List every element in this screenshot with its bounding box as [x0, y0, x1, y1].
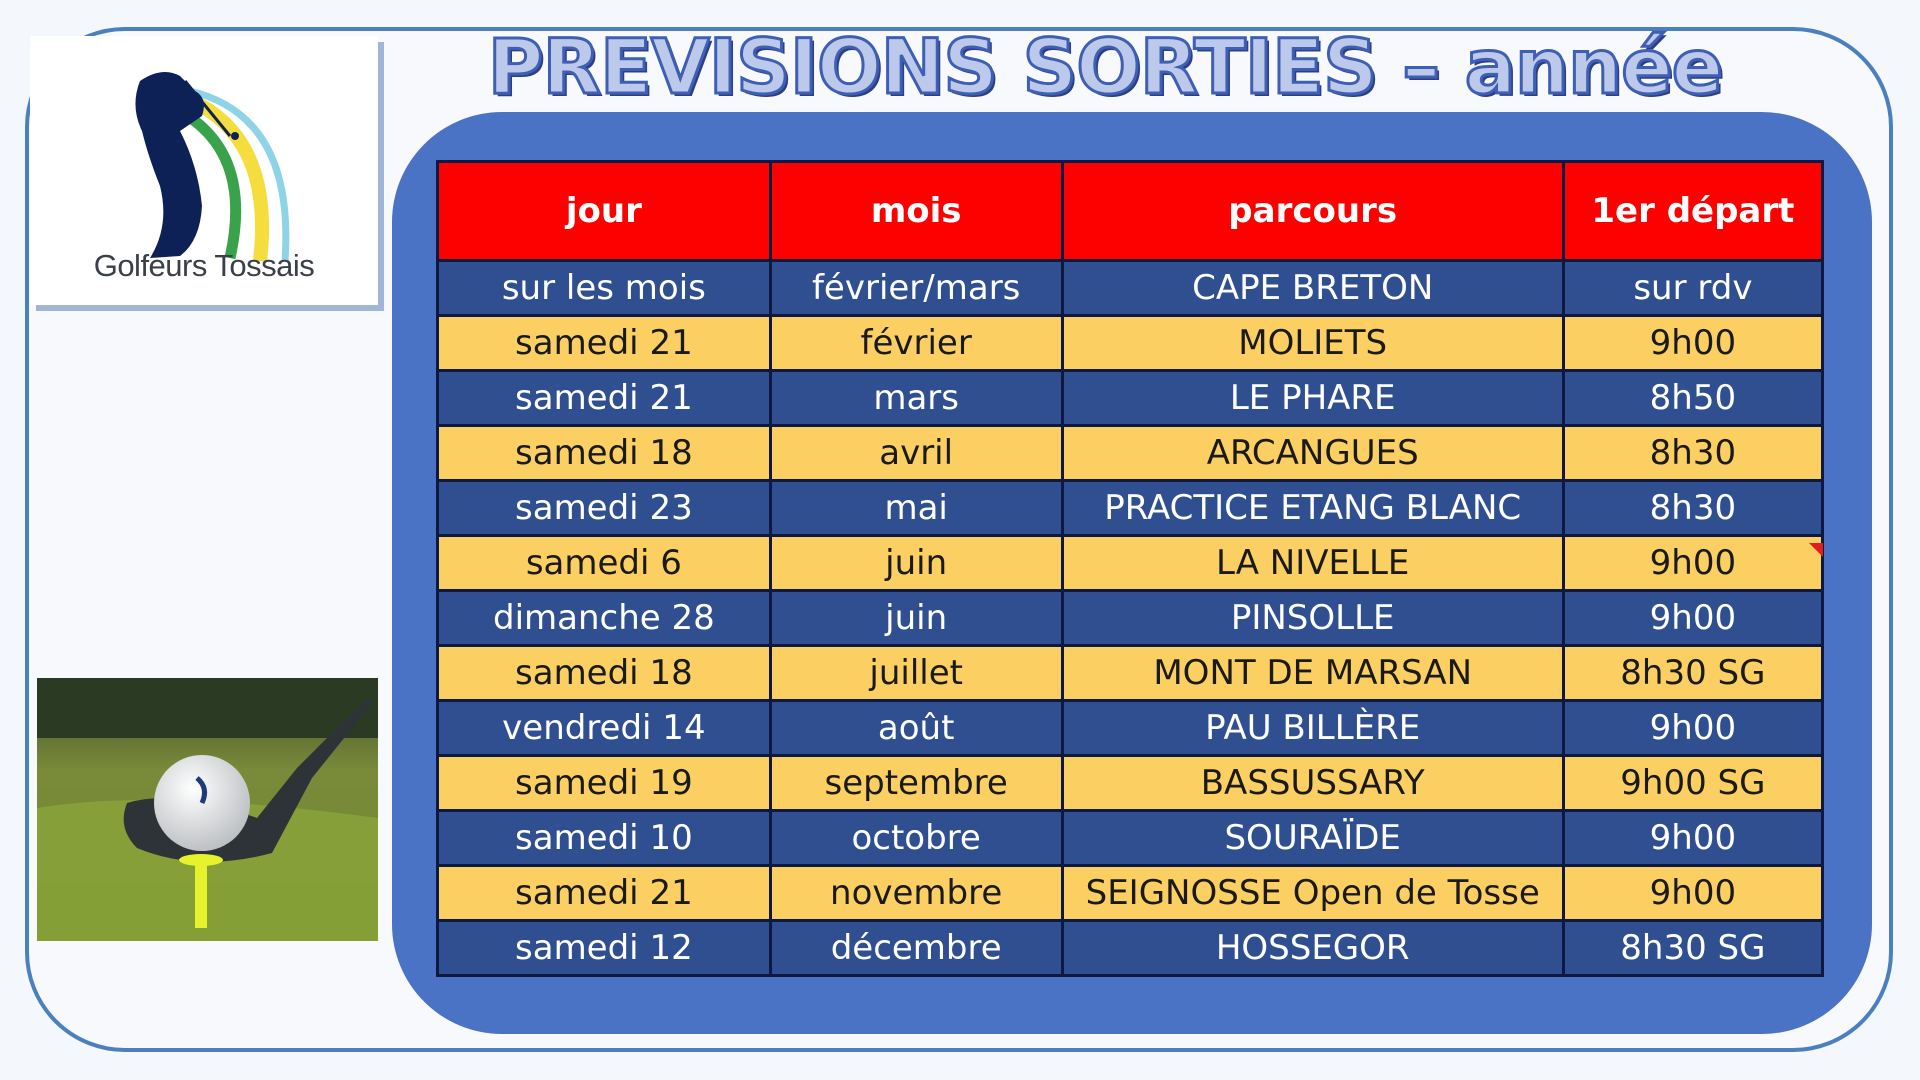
- cell-mois: avril: [770, 426, 1062, 481]
- cell-parcours: LE PHARE: [1062, 371, 1563, 426]
- cell-depart: 9h00: [1563, 866, 1822, 921]
- table-row: [438, 811, 1823, 866]
- cell-parcours: BASSUSSARY: [1062, 756, 1563, 811]
- cell-parcours: PRACTICE ETANG BLANC: [1062, 481, 1563, 536]
- cell-depart: 9h00: [1563, 811, 1822, 866]
- cell-parcours: SEIGNOSSE Open de Tosse: [1062, 866, 1563, 921]
- table-row: [438, 426, 1823, 481]
- cell-parcours: HOSSEGOR: [1062, 921, 1563, 976]
- table-row: [438, 921, 1823, 976]
- cell-jour: samedi 21: [438, 371, 771, 426]
- table-row: [438, 646, 1823, 701]
- cell-jour: samedi 21: [438, 866, 771, 921]
- page-title: PREVISIONS SORTIES – année: [487, 22, 1723, 111]
- cell-jour: samedi 18: [438, 646, 771, 701]
- cell-depart: 9h00: [1563, 316, 1822, 371]
- cell-jour: samedi 19: [438, 756, 771, 811]
- cell-mois: octobre: [770, 811, 1062, 866]
- club-logo: [30, 36, 378, 305]
- cell-mois: septembre: [770, 756, 1062, 811]
- cell-mois: juillet: [770, 646, 1062, 701]
- header-parcours: parcours: [1062, 162, 1563, 261]
- cell-depart: sur rdv: [1563, 261, 1822, 316]
- table-row: [438, 481, 1823, 536]
- cell-parcours: PAU BILLÈRE: [1062, 701, 1563, 756]
- cell-parcours: PINSOLLE: [1062, 591, 1563, 646]
- schedule-table: [436, 160, 1824, 977]
- cell-jour: samedi 23: [438, 481, 771, 536]
- club-logo-text: Golfeurs Tossais: [93, 248, 315, 283]
- cell-depart: 8h30: [1563, 481, 1822, 536]
- cell-jour: vendredi 14: [438, 701, 771, 756]
- cell-depart: 9h00: [1563, 701, 1822, 756]
- cell-depart: 9h00: [1563, 536, 1822, 591]
- comment-marker-icon: [1809, 543, 1823, 557]
- cell-parcours: CAPE BRETON: [1062, 261, 1563, 316]
- cell-depart: 8h30: [1563, 426, 1822, 481]
- cell-jour: samedi 6: [438, 536, 771, 591]
- cell-mois: mai: [770, 481, 1062, 536]
- cell-mois: novembre: [770, 866, 1062, 921]
- cell-depart: 8h30 SG: [1563, 921, 1822, 976]
- header-mois: mois: [770, 162, 1062, 261]
- cell-parcours: ARCANGUES: [1062, 426, 1563, 481]
- cell-parcours: MONT DE MARSAN: [1062, 646, 1563, 701]
- cell-jour: samedi 18: [438, 426, 771, 481]
- cell-mois: février/mars: [770, 261, 1062, 316]
- golf-ball-photo: [37, 678, 378, 941]
- cell-mois: juin: [770, 591, 1062, 646]
- header-depart: 1er départ: [1563, 162, 1822, 261]
- cell-mois: décembre: [770, 921, 1062, 976]
- table-row: [438, 866, 1823, 921]
- cell-depart: 9h00: [1563, 591, 1822, 646]
- table-row: [438, 316, 1823, 371]
- cell-jour: samedi 10: [438, 811, 771, 866]
- cell-jour: dimanche 28: [438, 591, 771, 646]
- table-header-row: [438, 162, 1823, 261]
- cell-depart: 9h00 SG: [1563, 756, 1822, 811]
- cell-jour: sur les mois: [438, 261, 771, 316]
- cell-mois: août: [770, 701, 1062, 756]
- table-row: [438, 536, 1823, 591]
- cell-mois: juin: [770, 536, 1062, 591]
- cell-jour: samedi 21: [438, 316, 771, 371]
- table-row: [438, 591, 1823, 646]
- cell-depart: 8h30 SG: [1563, 646, 1822, 701]
- cell-mois: février: [770, 316, 1062, 371]
- cell-parcours: SOURAÏDE: [1062, 811, 1563, 866]
- cell-depart: 8h50: [1563, 371, 1822, 426]
- table-row: [438, 261, 1823, 316]
- cell-parcours: MOLIETS: [1062, 316, 1563, 371]
- table-row: [438, 371, 1823, 426]
- cell-parcours: LA NIVELLE: [1062, 536, 1563, 591]
- cell-jour: samedi 12: [438, 921, 771, 976]
- header-jour: jour: [438, 162, 771, 261]
- cell-mois: mars: [770, 371, 1062, 426]
- table-row: [438, 701, 1823, 756]
- table-row: [438, 756, 1823, 811]
